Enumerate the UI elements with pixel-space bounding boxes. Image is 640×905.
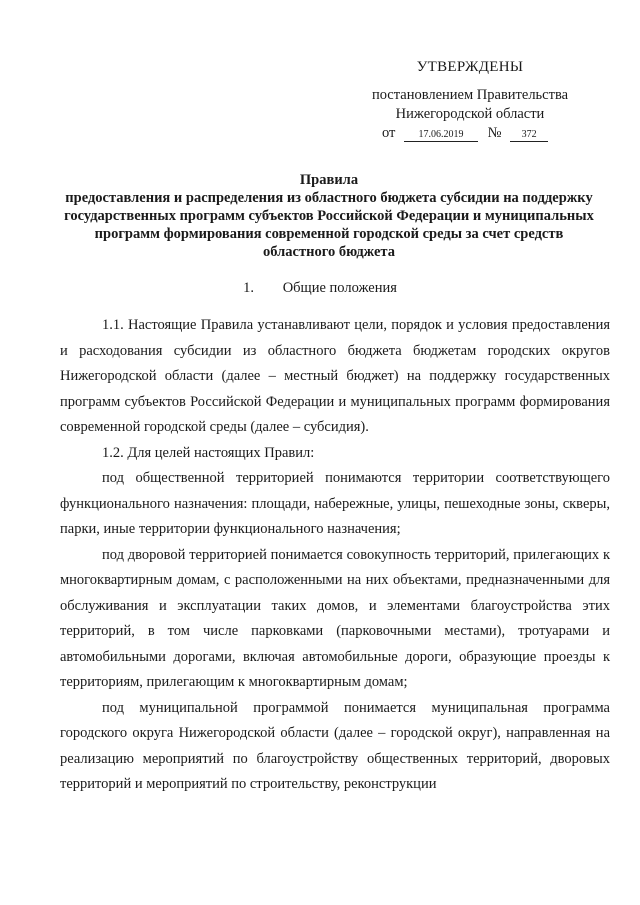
section-number: 1. bbox=[243, 280, 254, 296]
approval-heading: УТВЕРЖДЕНЫ bbox=[416, 59, 524, 75]
paragraph: под общественной территорией понимаются территории соответствующего функционального назначения: площади, набережные, улицы, пешеходные зоны, скверы, парки, иные территории функционального назначения; bbox=[60, 470, 610, 537]
approval-number: 372 bbox=[510, 129, 548, 142]
paragraph: под муниципальной программой понимается муниципальная программа городского округа Нижегородской области (далее – городской округ), направленная на реализацию мероприятий по благоустройству общественных территорий, дворовых территорий и мероприятий по строительству, реконструкции bbox=[60, 699, 610, 792]
approval-line-1: постановлением Правительства bbox=[371, 87, 569, 103]
section-heading bbox=[0, 280, 640, 297]
approval-date-line bbox=[360, 124, 580, 143]
title-subheading: предоставления и распределения из областного бюджета субсидии на поддержку государственных программ субъектов Российской Федерации и муниципальных программ формирования современной городской среды за счет средств областного бюджета bbox=[64, 190, 594, 260]
paragraph: 1.2. Для целей настоящих Правил: bbox=[102, 444, 315, 461]
title-heading: Правила bbox=[299, 172, 359, 188]
approval-block bbox=[360, 58, 580, 143]
from-label: от bbox=[382, 125, 396, 141]
section-title: Общие положения bbox=[282, 280, 397, 296]
approval-date: 17.06.2019 bbox=[404, 129, 478, 142]
document-body bbox=[60, 313, 610, 798]
paragraph: 1.1. Настоящие Правила устанавливают цели, порядок и условия предоставления и расходования субсидии из областного бюджета бюджетам городских округов Нижегородской области (далее – местный бюджет) на поддержку государственных программ субъектов Российской Федерации и муниципальных программ формирования современной городской среды (далее – субсидия). bbox=[60, 317, 610, 435]
paragraph: под дворовой территорией понимается совокупность территорий, прилегающих к многоквартирным домам, с расположенными на них объектами, предназначенными для обслуживания и эксплуатации таких домов, и элементами благоустройства этих территорий, в том числе парковками (парковочными местами), тротуарами и автомобильными дорогами, включая автомобильные дороги, образующие проезды к территориям, прилегающим к многоквартирным домам; bbox=[60, 546, 610, 690]
number-label: № bbox=[487, 125, 502, 141]
document-title bbox=[60, 171, 598, 261]
approval-line-2: Нижегородской области bbox=[395, 106, 545, 122]
